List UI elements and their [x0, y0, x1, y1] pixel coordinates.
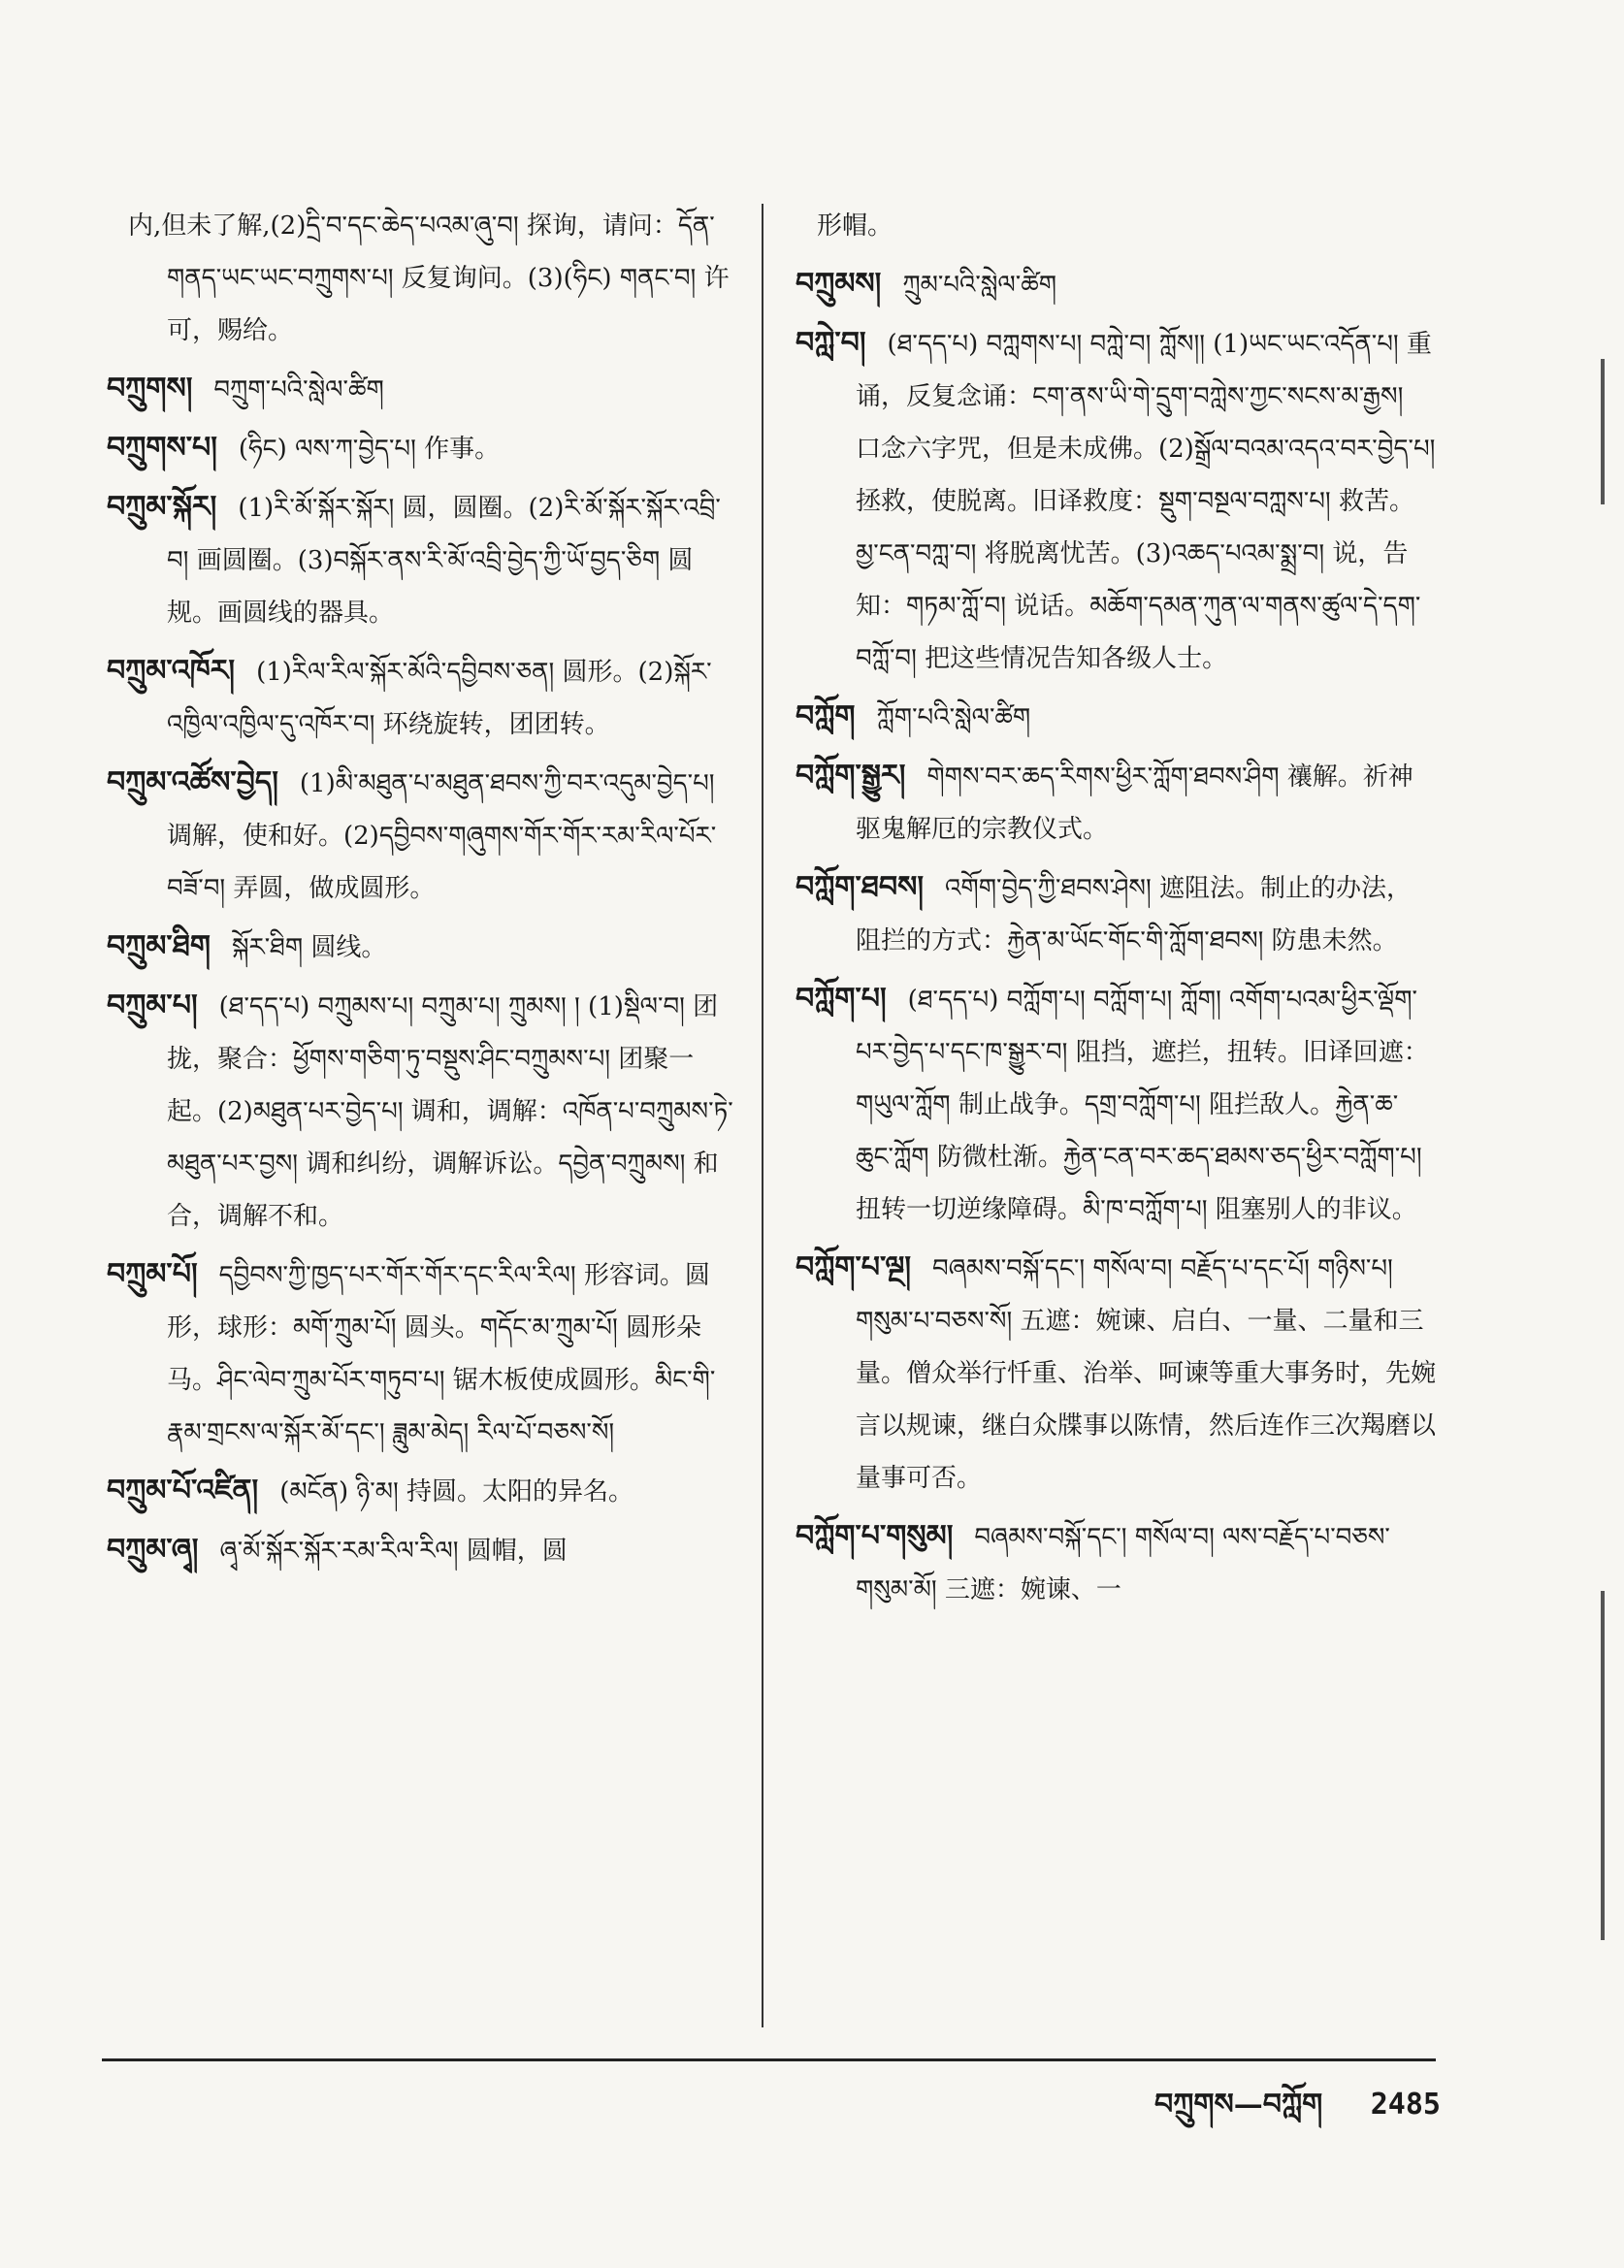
entry	[107, 1465, 737, 1518]
headword: བཀླེ་བ།	[796, 326, 866, 360]
definition: 内,但未了解,(2)དྲི་བ་དང་ཆེད་པའམ་ཞུ་བ། 探询，请问：དོན་གནད་ཡང་ཡང་བཀྲུགས་པ། 反复询问。(3)(ཧིང) གནང་བ། 许可，赐给。	[128, 211, 730, 345]
entry	[796, 1242, 1436, 1505]
entry	[796, 317, 1436, 685]
definition: 形帽。	[817, 211, 893, 241]
definition: ཞྭ་མོ་སྐོར་སྐོར་རམ་རིལ་རིལ། 圆帽，圆	[219, 1537, 568, 1566]
footer-rule	[102, 2058, 1436, 2061]
page-footer	[1154, 2072, 1441, 2154]
definition: (ཧིང) ལས་ཀ་བྱེད་པ། 作事。	[238, 435, 501, 464]
entry	[796, 691, 1436, 744]
definition: ཀྲུམ་པའི་སླེལ་ཚིག	[902, 271, 1057, 300]
definition: ཀློག་པའི་སླེལ་ཚིག	[876, 703, 1031, 732]
headword: བཀློག་པ།	[796, 982, 887, 1016]
page-number: 2485	[1370, 2088, 1441, 2122]
definition: སྐོར་ཐིག 圆线。	[231, 933, 387, 962]
entry	[796, 199, 1436, 252]
definition: (1)མི་མཐུན་པ་མཐུན་ཐབས་ཀྱི་བར་འདུམ་བྱེད་པ། 调解，使和好。(2)དབྱིབས་གཞུགས་གོར་གོར་རམ་རིལ་པོར་བཟོ་བ། 弄圆，做成圆形。	[167, 769, 717, 903]
entry	[796, 973, 1436, 1236]
headword: བཀྲུམ་འཚོས་བྱེད།	[107, 765, 278, 799]
entry	[107, 422, 737, 475]
column-divider	[762, 204, 763, 2027]
definition: (ཐ་དད་པ) བཀྲུམས་པ། བཀྲུམ་པ། ཀྲུམས། ། (1)སྡིལ་བ། 团拢，聚合：ཕྱོགས་གཅིག་ཏུ་བསྡུས་ཤིང་བཀྲུམས་པ། 团聚一起。(2)མཐུན་པར་བྱེད་པ། 调和，调解：འཁོན་པ་བཀྲུམས་ཏེ་མཐུན་པར་བྱས། 调和纠纷，调解诉讼。དབྱེན་བཀྲུམས། 和合，调解不和。	[167, 992, 733, 1231]
entry	[107, 980, 737, 1243]
definition: བཞམས་བསྐོ་དང་། གསོལ་བ། བརྗོད་པ་དང་པོ། གཉིས་པ། གསུམ་པ་བཅས་སོ། 五遮：婉谏、启白、一量、二量和三量。僧众举行忏重、治举、呵谏等重大事务时，先婉言以规谏，继白众牒事以陈情，然后连作三次羯磨以量事可否。	[856, 1254, 1437, 1493]
scan-edge-mark	[1601, 1591, 1605, 1940]
entry	[107, 921, 737, 974]
entry	[107, 481, 737, 639]
scan-edge-mark	[1601, 359, 1605, 504]
definition: དབྱིབས་ཀྱི་ཁྱད་པར་གོར་གོར་དང་རིལ་རིལ། 形容词。圆形，球形：མགོ་ཀྲུམ་པོ། 圆头。གདོང་མ་ཀྲུམ་པོ། 圆形朵马。ཤིང་ལེབ་ཀྲུམ་པོར་གཏུབ་པ། 锯木板使成圆形。མིང་གི་རྣམ་གྲངས་ལ་སྐོར་མོ་དང་། ཟླུམ་མེད། རིལ་པོ་བཅས་སོ།	[167, 1261, 716, 1447]
entry	[796, 258, 1436, 311]
headword: བཀྲུམས།	[796, 267, 882, 301]
definition: (ཐ་དད་པ) བཀླགས་པ། བཀླེ་བ། ཀློས།། (1)ཡང་ཡང་འདོན་པ། 重诵，反复念诵：ངག་ནས་ཡི་གེ་དྲུག་བཀླེས་ཀྱང་སངས་མ་རྒྱས། 口念六字咒，但是未成佛。(2)སྒྲོལ་བའམ་འདའ་བར་བྱེད་པ། 拯救，使脱离。旧译救度：སྡུག་བསྔལ་བཀླས་པ། 救苦。མྱ་ངན་བཀླ་བ། 将脱离忧苦。(3)འཆད་པའམ་སྨྲ་བ། 说，告知：གཏམ་ཀློ་བ། 说话。མཆོག་དམན་ཀུན་ལ་གནས་ཚུལ་དེ་དག་བཀློ་བ། 把这些情况告知各级人士。	[856, 330, 1436, 673]
definition: བཞམས་བསྐོ་དང་། གསོལ་བ། ལས་བརྗོད་པ་བཅས་གསུམ་མོ། 三遮：婉谏、一	[856, 1523, 1390, 1604]
headword: བཀྲུམ་ཐིག	[107, 929, 211, 963]
running-headwords: བཀྲུགས—བཀློག	[1154, 2088, 1323, 2122]
entry	[107, 199, 737, 357]
left-column	[107, 199, 737, 1583]
entry	[107, 757, 737, 915]
definition: བཀྲུག་པའི་སླེལ་ཚིག	[213, 375, 384, 405]
entry	[107, 1248, 737, 1459]
definition: གེགས་བར་ཆད་རིགས་ཕྱིར་ཀློག་ཐབས་ཤིག 禳解。祈神驱鬼解厄的宗教仪式。	[856, 762, 1413, 844]
entry	[796, 861, 1436, 967]
entry	[107, 363, 737, 416]
headword: བཀྲུམ་པོ་འཛིན།	[107, 1474, 259, 1507]
headword: བཀློག་པ་ལྔ།	[796, 1250, 912, 1284]
definition: འགོག་བྱེད་ཀྱི་ཐབས་ཤེས། 遮阻法。制止的办法，阻拦的方式：རྐྱེན་མ་ཡོང་གོང་གི་ཀློག་ཐབས། 防患未然。	[856, 874, 1413, 956]
right-column	[796, 199, 1436, 1622]
headword: བཀྲུགས།	[107, 372, 193, 405]
headword: བཀྲུགས་པ།	[107, 431, 217, 465]
headword: བཀྲུམ་ཞྭ།	[107, 1533, 199, 1567]
definition: (1)རིལ་རིལ་སྐོར་མོའི་དབྱིབས་ཅན། 圆形。(2)སྐོར་འཁྱིལ་འཁྱིལ་དུ་འཁོར་བ། 环绕旋转，团团转。	[167, 658, 712, 739]
headword: བཀློག་སྒྱུར།	[796, 759, 906, 793]
headword: བཀློག	[796, 699, 856, 733]
entry	[796, 1510, 1436, 1616]
headword: བཀློག་ཐབས།	[796, 870, 925, 904]
headword: བཀྲུམ་འཁོར།	[107, 654, 236, 688]
headword: བཀློག་པ་གསུམ།	[796, 1519, 954, 1553]
headword: བཀྲུམ་པ།	[107, 988, 198, 1022]
entry	[796, 750, 1436, 856]
headword: བཀྲུམ་པོ།	[107, 1257, 198, 1291]
definition: (1)རི་མོ་སྐོར་སྐོར། 圆，圆圈。(2)རི་མོ་སྐོར་སྐོར་འབྲི་བ། 画圆圈。(3)བསྐོར་ནས་རི་མོ་འབྲི་བྱེད་ཀྱི་ཡོ་བྱད་ཅིག 圆规。画圆线的器具。	[167, 494, 721, 628]
headword: བཀྲུམ་སྐོར།	[107, 490, 217, 524]
definition: (མངོན) ཉི་མ། 持圆。太阳的异名。	[279, 1477, 634, 1507]
entry	[107, 1524, 737, 1577]
definition: (ཐ་དད་པ) བཀློག་པ། བཀློག་པ། ཀློག། འགོག་པའམ་ཕྱིར་ལྡོག་པར་བྱེད་པ་དང་ཁ་སྒྱུར་བ། 阻挡，遮拦，扭转。旧译回遮：གཡུལ་ཀློག 制止战争。དགྲ་བཀློག་པ། 阻拦敌人。རྐྱེན་ཆ་ཆུང་ཀློག 防微杜渐。རྐྱེན་ངན་བར་ཆད་ཐམས་ཅད་ཕྱིར་བཀློག་པ། 扭转一切逆缘障碍。མི་ཁ་བཀློག་པ། 阻塞别人的非议。	[856, 986, 1429, 1224]
entry	[107, 645, 737, 751]
